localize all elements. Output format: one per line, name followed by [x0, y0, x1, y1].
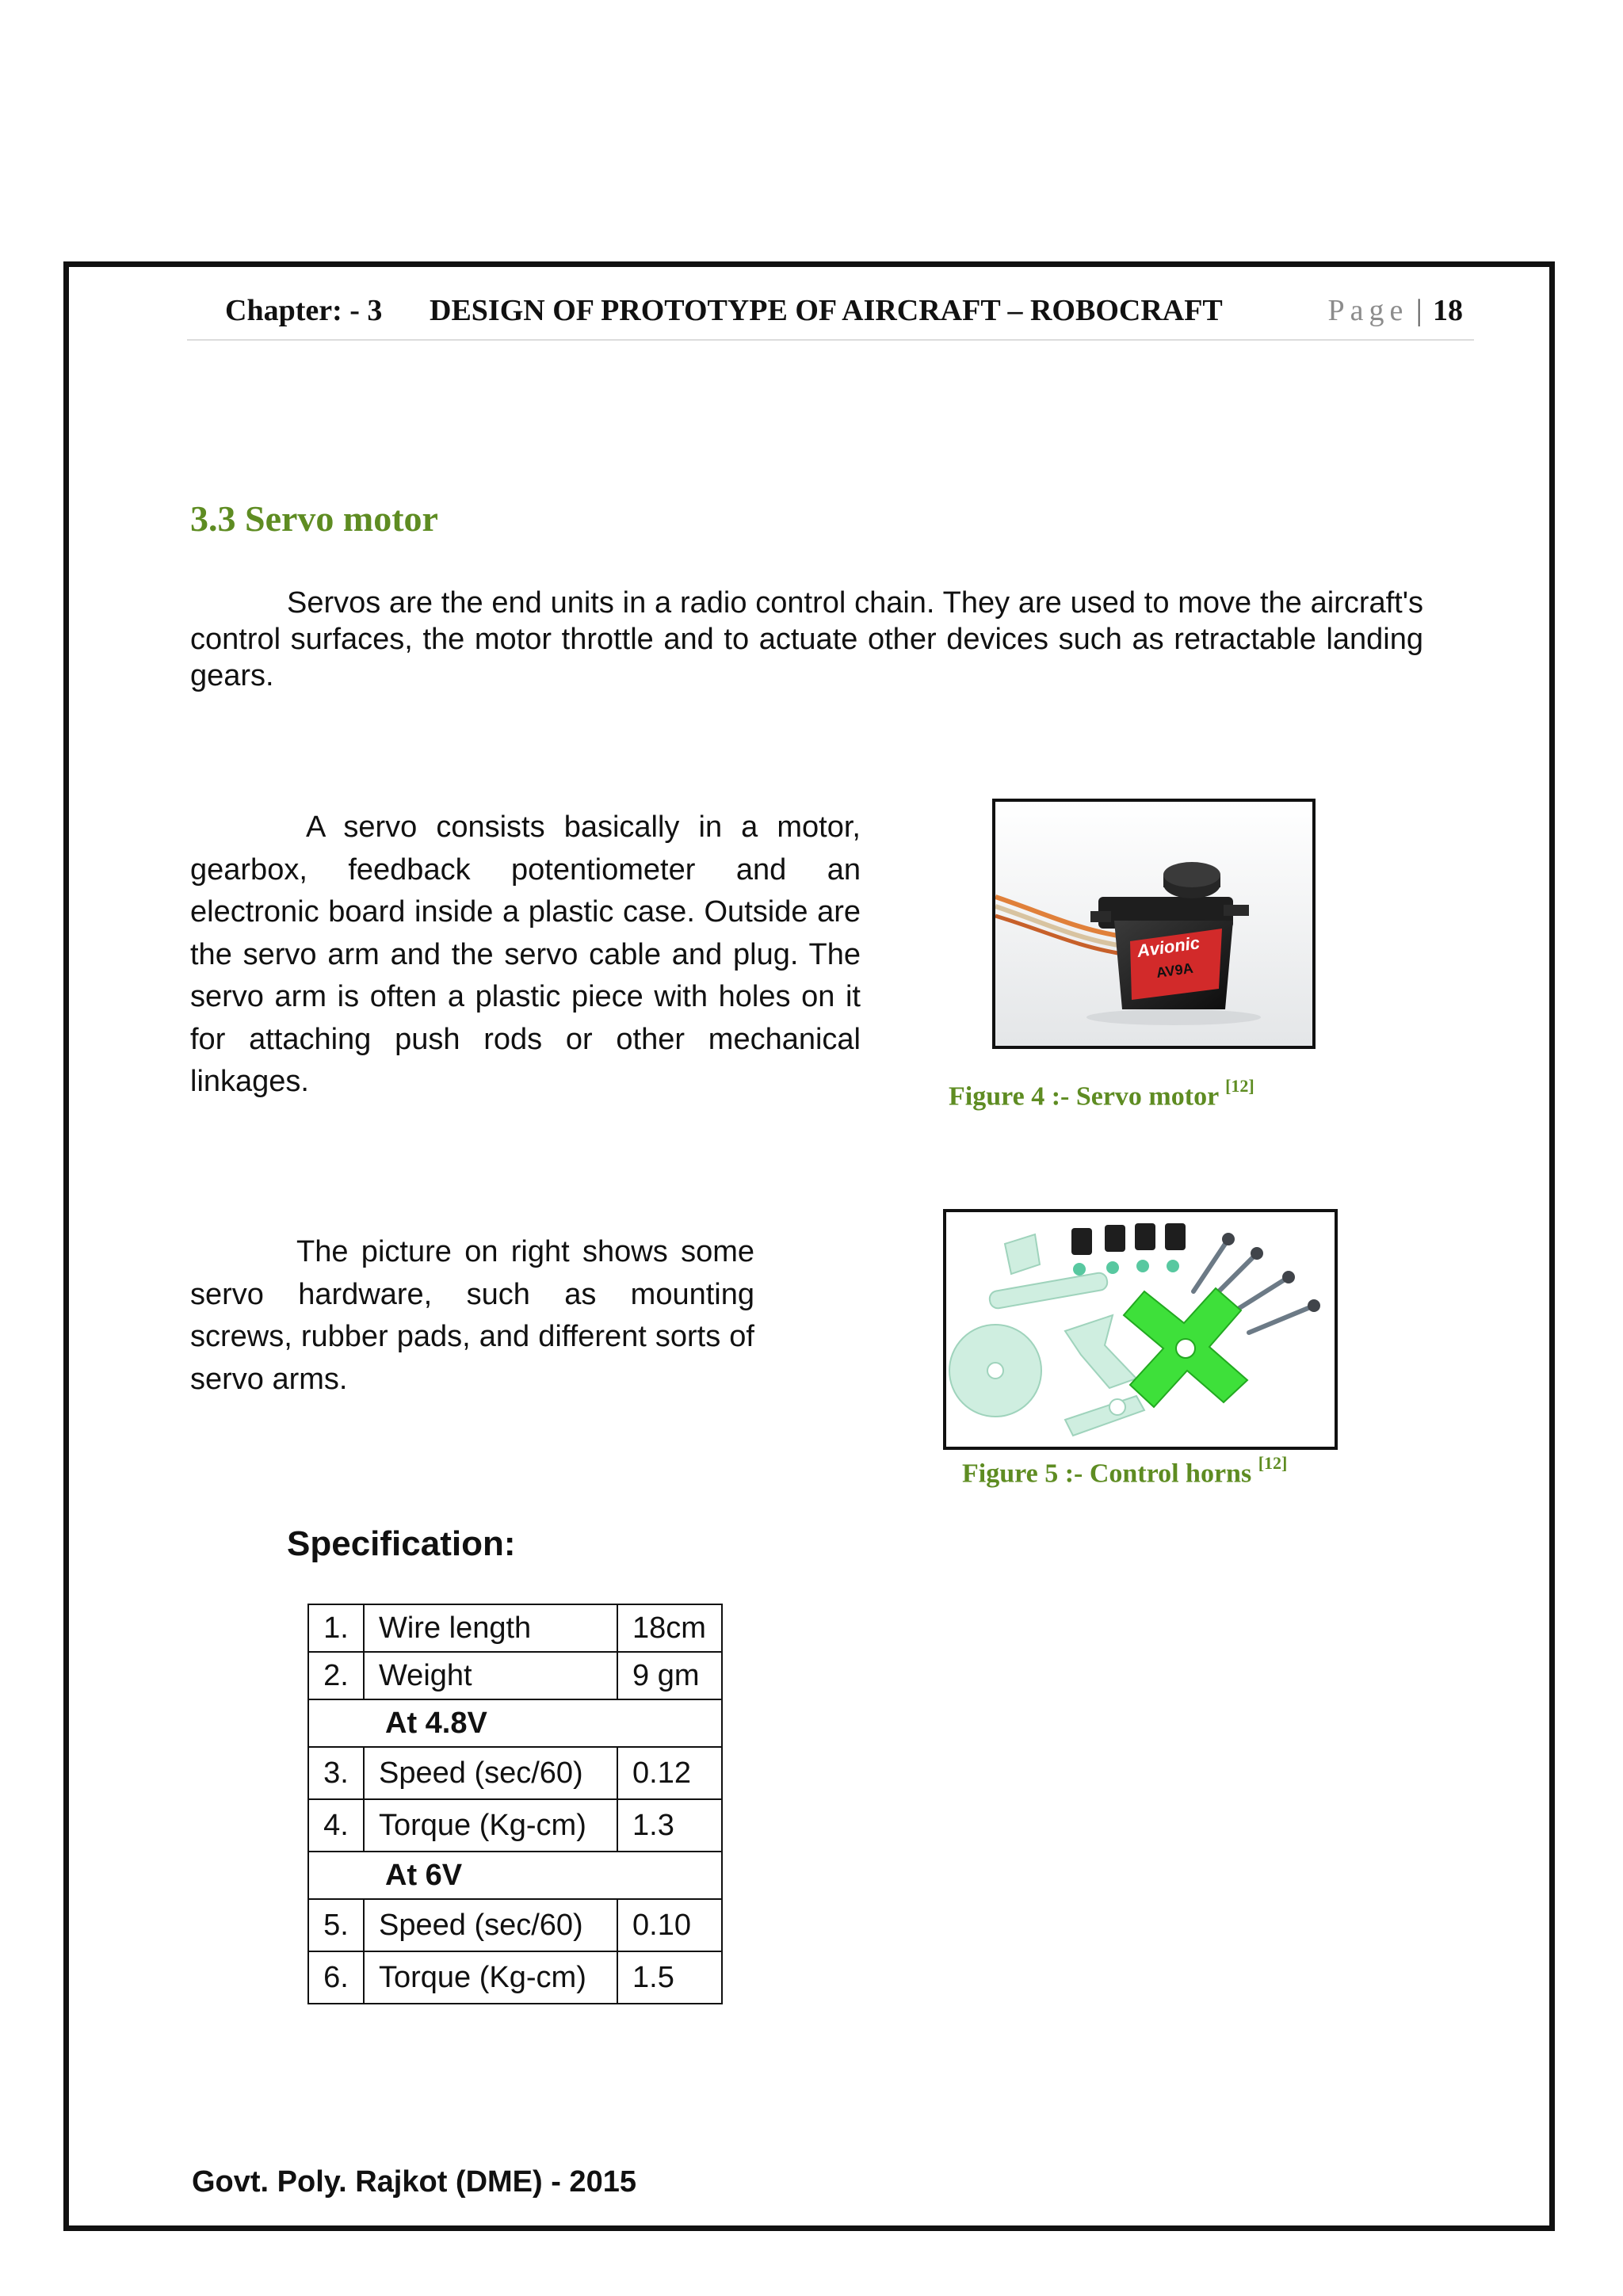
table-row — [308, 1604, 722, 1652]
figure-5-caption — [962, 1453, 1288, 1489]
row-label: Speed (sec/60) — [364, 1747, 617, 1799]
header-page — [1328, 293, 1463, 328]
row-value: 0.10 — [617, 1899, 722, 1951]
servo-brand-text: Avionic — [1136, 933, 1201, 961]
row-label: Torque (Kg-cm) — [364, 1951, 617, 2004]
header-chapter: Chapter: - 3 — [225, 294, 383, 327]
row-label: Speed (sec/60) — [364, 1899, 617, 1951]
group-label: At 6V — [308, 1852, 722, 1899]
control-horns-image — [943, 1209, 1338, 1450]
header-title: DESIGN OF PROTOTYPE OF AIRCRAFT – ROBOCRAFT — [430, 294, 1223, 327]
table-group-row — [308, 1699, 722, 1747]
paragraph-servo-parts — [190, 807, 861, 1104]
figure-5-caption-text: Figure 5 :- Control horns — [962, 1459, 1252, 1489]
specification-table — [307, 1604, 723, 2004]
figure-4-caption-text: Figure 4 :- Servo motor — [949, 1081, 1219, 1112]
table-group-row — [308, 1852, 722, 1899]
paragraph-intro — [190, 585, 1423, 694]
row-value: 18cm — [617, 1604, 722, 1652]
servo-motor-image — [992, 799, 1316, 1049]
page-header — [187, 292, 1474, 341]
page-footer: Govt. Poly. Rajkot (DME) - 2015 — [192, 2165, 636, 2199]
header-separator: | — [1415, 294, 1423, 327]
row-number: 4. — [308, 1799, 364, 1852]
row-value: 1.5 — [617, 1951, 722, 2004]
row-number: 6. — [308, 1951, 364, 2004]
row-number: 3. — [308, 1747, 364, 1799]
row-value: 1.3 — [617, 1799, 722, 1852]
paragraph-intro-text: Servos are the end units in a radio control chain. They are used to move the aircraft's control surfaces, the motor throttle and to actuate other devices such as retractable landing gears. — [190, 586, 1423, 692]
figure-4-ref: [12] — [1225, 1076, 1254, 1096]
row-label: Torque (Kg-cm) — [364, 1799, 617, 1852]
row-number: 5. — [308, 1899, 364, 1951]
figure-4-caption — [949, 1076, 1254, 1112]
header-page-number: 18 — [1433, 294, 1463, 327]
row-label: Weight — [364, 1652, 617, 1699]
row-number: 1. — [308, 1604, 364, 1652]
paragraph-hardware — [190, 1231, 754, 1401]
servo-motor-illustration — [995, 802, 1312, 1046]
table-row — [308, 1951, 722, 2004]
row-value: 9 gm — [617, 1652, 722, 1699]
row-value: 0.12 — [617, 1747, 722, 1799]
section-title: 3.3 Servo motor — [190, 498, 438, 539]
header-page-word: Page — [1327, 294, 1409, 327]
figure-5-ref: [12] — [1258, 1453, 1288, 1473]
servo-model-text: AV9A — [1155, 959, 1194, 981]
row-label: Wire length — [364, 1604, 617, 1652]
control-horns-illustration — [946, 1212, 1335, 1447]
paragraph-hardware-text: The picture on right shows some servo hardware, such as mounting screws, rubber pads, and different sorts of servo arms. — [190, 1235, 754, 1396]
specification-title: Specification: — [287, 1524, 516, 1563]
paragraph-servo-parts-text: A servo consists basically in a motor, gearbox, feedback potentiometer and an electronic board inside a plastic case. Outside are the servo arm and the servo cable and plug. The servo arm is often a plastic piece with holes on it for attaching push rods or other mechanical linkages. — [190, 810, 861, 1098]
table-row — [308, 1799, 722, 1852]
group-label: At 4.8V — [308, 1699, 722, 1747]
table-row — [308, 1747, 722, 1799]
table-row — [308, 1652, 722, 1699]
table-row — [308, 1899, 722, 1951]
row-number: 2. — [308, 1652, 364, 1699]
